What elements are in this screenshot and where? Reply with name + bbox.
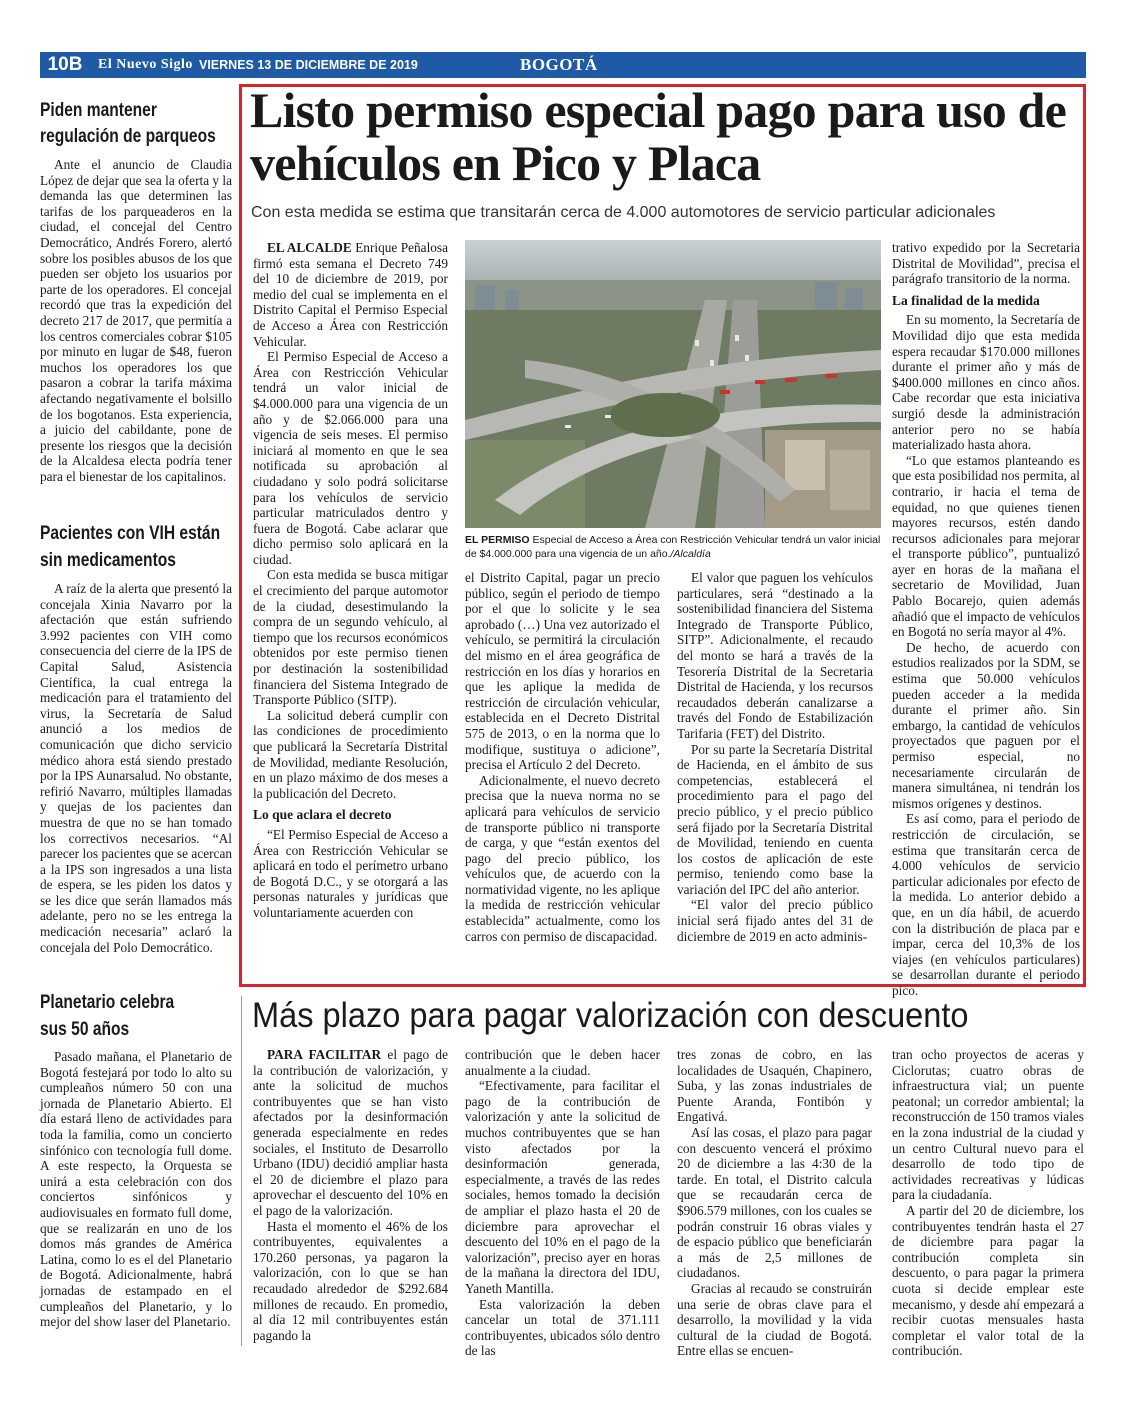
highway-photo-svg — [465, 240, 881, 528]
publication-date: VIERNES 13 DE DICIEMBRE DE 2019 — [199, 58, 418, 72]
main-lead: EL ALCALDE — [267, 240, 352, 255]
main-paragraph: Con esta medida se busca mitigar el crecimiento del parque automotor de la ciudad, desestimulando la compra de un segundo vehículo, al tiempo que los recursos económicos obtenidos por este permiso tienen por destinación la sostenibilidad financiera del Sistema Integrado de Transporte Público (SITP). — [253, 567, 448, 708]
main-col-3 — [677, 570, 873, 982]
second-paragraph: tran ocho proyectos de aceras y Ciclorutas; cuatro obras de infraestructura vial; un puente peatonal; un corredor ambiental; la reconstrucción de 150 tramos viales en la zona industrial de la ciudad y un centro Cultural nuevo para el desarrollo de todo tipo de actividades recreativas y lúdicas para la ciudadanía. — [892, 1047, 1084, 1203]
second-paragraph: tres zonas de cobro, en las localidades de Usaquén, Chapinero, Suba, y las zonas industriales de Puente Aranda, Fontibón y Engativá. — [677, 1047, 872, 1125]
main-col-4 — [892, 240, 1080, 998]
main-paragraph: De hecho, de acuerdo con estudios realizados por la SDM, se estima que 50.000 vehículos pueden acceder a la medida durante el primer año. Sin embargo, la cantidad de vehículos proyectados que paguen por el permiso especial, no necesariamente circularán de manera simultánea, ni tendrán los mismos orígenes y destinos. — [892, 639, 1080, 811]
brief-1-paragraph: Ante el anuncio de Claudia López de dejar que sea la oferta y la demanda las que determinen las tarifas de los parqueaderos en la ciudad, el concejal del Centro Democrático, Andrés Forero, alertó sobre los posibles abusos de los que pueden ser objeto los usuarios por parte de los operadores. El concejal recordó que tras la expedición del decreto 217 de 2017, que permitía a los centros comerciales cobrar $105 por minuto en lugar de $48, fueron muchos los operadores los que pasaron a cobrar la tarifa máxima afectando negativamente el bolsillo de los bogotanos. Esta experiencia, a juicio del cabildante, pone de presente los riesgos que la decisión de la Alcaldesa electa podría tener para el bienestar de los capitalinos. — [40, 157, 232, 484]
brief-1-title-line1: Piden mantener — [40, 100, 157, 121]
second-paragraph: Así las cosas, el plazo para pagar con descuento vencerá el próximo 20 de diciembre a las 4:30 de la tarde. En total, el Distrito calcula que se recaudarán cerca de $906.579 millones, con los cuales se podrán construir 16 obras viales y de espacio público que beneficiarán a más de 2,5 millones de ciudadanos. — [677, 1124, 872, 1281]
main-subhead-2: La finalidad de la medida — [892, 292, 1040, 308]
second-col-4 — [892, 1047, 1084, 1359]
caption-text: Especial de Acceso a Área con Restricción Vehicular tendrá un valor inicial de $4.000.000 para una vigencia de un año. — [465, 534, 881, 560]
highway-photo — [465, 240, 881, 528]
main-paragraph: El valor que paguen los vehículos particulares, será “destinado a la sostenibilidad financiera del Sistema Integrado de Transporte Público, SITP”. Adicionalmente, el recaudo del monto se hará a través de la Tesorería Distrital de la Secretaria Distrital de Hacienda, y los recursos recaudados deberán canalizarse a través del Fondo de Estabilización Tarifaria (FET) del Distrito. — [677, 570, 873, 741]
second-headline: Más plazo para pagar valorización con descuento — [252, 996, 969, 1035]
brief-2-title-line1: Pacientes con VIH están — [40, 523, 221, 544]
main-paragraph: Es así como, para el periodo de restricción de circulación, se estima que transitarán cerca de 4.000 vehículos de servicio particular adicionales por efecto de la medida. Lo anterior debido a que, en un día hábil, de acuerdo con la distribución de placa par e impar, cerca del 10,3% de los viajes (en vehículos particulares) se desarrollan durante el periodo pico. — [892, 811, 1080, 998]
column-rule — [241, 996, 242, 1346]
main-paragraph: “El valor del precio público inicial será fijado antes del 31 de diciembre de 2019 en acto adminis- — [677, 897, 873, 944]
publication-name: El Nuevo Siglo — [98, 57, 193, 72]
main-paragraph: La solicitud deberá cumplir con las condiciones de procedimiento que publicará la Secretaría Distrital de Movilidad, mediante Resolución, en un plazo máximo de dos meses a la publicación del Decreto. — [253, 707, 448, 801]
main-paragraph: el Distrito Capital, pagar un precio público, según el periodo de tiempo por el que lo solicite y le sea aprobado (…) Una vez autorizado el vehículo, se permitirá la circulación del mismo en el área geográfica de restricción en los días y horarios en que les aplique la medida de restricción de circulación vehicular, establecida en el Decreto Distrital 575 de 2013, o en la norma que lo modifique, sustituya o adicione”, precisa el Artículo 2 del Decreto. — [465, 570, 660, 773]
brief-3-title-line2: sus 50 años — [40, 1019, 130, 1040]
second-paragraph: “Efectivamente, para facilitar el pago de la contribución de valorización y ante la solicitud de muchos contribuyentes que se han visto afectados por la desinformación generada, especialmente, a través de las redes sociales, hemos tomado la decisión de ampliar el plazo hasta el 20 de diciembre para aprovechar el descuento del 10% en el pago de la valorización”, preciso ayer en horas de la mañana la directora del IDU, Yaneth Mantilla. — [465, 1078, 660, 1296]
main-col-2 — [465, 570, 660, 982]
second-paragraph: A partir del 20 de diciembre, los contribuyentes tendrán hasta el 27 de diciembre para pagar la contribución completa sin descuento, o para pagar la primera cuota si decide emplear este mecanismo, y desde ahí empezará a recibir cuotas mensuales hasta completar el valor total de la contribución. — [892, 1202, 1084, 1359]
main-paragraph: En su momento, la Secretaría de Movilidad dijo que esta medida espera recaudar $170.000 millones durante el primer año y más de $400.000 millones en cinco años. Cabe recordar que esta iniciativa surgió desde la administración anterior pero no se había materializado hasta ahora. — [892, 312, 1080, 453]
second-paragraph: Esta valorización la deben cancelar un total de 371.111 contribuyentes, ubicados sólo dentro de las — [465, 1296, 660, 1359]
main-col-1 — [253, 240, 448, 982]
brief-2-paragraph: A raíz de la alerta que presentó la concejala Xinia Navarro por la afectación que están sufriendo 3.992 pacientes con VIH como consecuencia del cierre de la IPS de Capital Salud, Asistencia Científica, la cual entrega la medicación para el tratamiento del virus, la Secretaría de Salud anunció a los medios de comunicación que dicho servicio médico ahora está siendo prestado por la IPS Aunarsalud. No obstante, refirió Navarro, múltiples llamadas y quejas de los pacientes dan muestra de que no se han tomado los correctivos necesarios. “Al parecer los pacientes que se acercan a la IPS son ingresados a una lista de espera, se les piden los datos y se les dice que serán llamados más adelante, pero no se les entrega la medicación necesaria” aclaró la concejala del Polo Democrático. — [40, 581, 232, 955]
second-col-3 — [677, 1047, 872, 1359]
main-subhead-1: Lo que aclara el decreto — [253, 807, 392, 823]
page-number: 10B — [47, 54, 83, 75]
caption-lead: EL PERMISO — [465, 534, 530, 546]
brief-1-body — [40, 157, 232, 509]
second-paragraph: Gracias al recaudo se construirán una serie de obras clave para el desarrollo, la movilidad y la vida cultural de la ciudad de Bogotá. Entre ellas se encuen- — [677, 1280, 872, 1359]
section-name: BOGOTÁ — [520, 55, 598, 74]
main-paragraph: “El Permiso Especial de Acceso a Área con Restricción Vehicular se aplicará en todo el perímetro urbano de Bogotá D.C., y se otorgará a las personas naturales y jurídicas que voluntariamente acuerden con — [253, 826, 448, 920]
photo-caption — [465, 533, 883, 561]
second-col-2 — [465, 1047, 660, 1359]
main-paragraph: Adicionalmente, el nuevo decreto precisa que la nueva norma no se aplicará para vehículos de servicio de transporte público ni transporte de carga, y que “están exentos del pago del precio público, los vehículos que, de acuerdo con la normatividad vigente, no les aplique la medida de restricción vehicular establecida” actualmente, como los carros con permiso de discapacidad. — [465, 772, 660, 944]
brief-3-body — [40, 1049, 232, 1349]
brief-1-title-line2: regulación de parqueos — [40, 126, 216, 147]
second-col-1 — [253, 1047, 448, 1349]
main-paragraph: Por su parte la Secretaría Distrital de Hacienda, en el ámbito de sus competencias, establecerá el procedimiento para el pago del precio público, y el precio público será fijado por la Secretaría Distrital de Movilidad, teniendo en cuenta los costos de aplicación de este permiso, teniendo como base la variación del IPC del año anterior. — [677, 741, 873, 897]
main-paragraph: Enrique Peñalosa firmó esta semana el Decreto 749 del 10 de diciembre de 2019, por medio del cual se implementa en el Distrito Capital el Permiso Especial de Acceso a Área con Restricción Vehicular. — [253, 240, 448, 349]
second-lead: PARA FACILITAR — [267, 1047, 382, 1062]
brief-3-paragraph: Pasado mañana, el Planetario de Bogotá festejará por todo lo alto su cumpleaños número 50 con una jornada de Planetario Abierto. El día estará lleno de actividades para toda la familia, como un concierto sinfónico con tecnología full dome. A este respecto, la Orquesta se unirá a esta celebración con dos conciertos sinfónicos y audiovisuales en formato full dome, que se realizarán en uno de los domos más grandes de América Latina, como lo es el del Planetario de Bogotá. Adicionalmente, habrá jornadas de estampado en el cumpleaños del Planetario, y lo mejor del show laser del Planetario. — [40, 1049, 232, 1330]
brief-3-title-line1: Planetario celebra — [40, 992, 175, 1013]
main-headline: Listo permiso especial pago para uso de vehículos en Pico y Placa — [250, 82, 1067, 191]
main-paragraph: “Lo que estamos planteando es que esta posibilidad nos permita, al contrario, ir hacia el tema de equidad, no que quienes tienen mayores recursos, estén dando recursos adicionales para mejorar el transporte público”, puntualizó ayer en horas de la mañana el secretario de Movilidad, Juan Pablo Bocarejo, quien además añadió que el impacto de vehículos en Bogotá no sería mayor al 4%. — [892, 452, 1080, 640]
second-paragraph: Hasta el momento el 46% de los contribuyentes, equivalentes a 170.260 personas, ya pagaron la valorización, con lo que se han recaudado alrededor de $292.684 millones de recaudo. En promedio, al día 12 mil contribuyentes están pagando la — [253, 1218, 448, 1343]
second-paragraph: el pago de la contribución de valorización, y ante la solicitud de muchos contribuyentes que se han visto afectados por la desinformación generada especialmente en redes sociales, el Instituto de Desarrollo Urbano (IDU) decidió ampliar hasta el 20 de diciembre el plazo para aprovechar el descuento del 10% en el pago de la valorización. — [253, 1047, 448, 1218]
caption-credit: /Alcaldía — [670, 548, 711, 560]
main-deck: Con esta medida se estima que transitarán cerca de 4.000 automotores de servicio particular adicionales — [251, 204, 996, 221]
main-paragraph: trativo expedido por la Secretaria Distrital de Movilidad”, precisa el parágrafo transitorio de la norma. — [892, 240, 1080, 287]
second-paragraph: contribución que le deben hacer anualmente a la ciudad. — [465, 1047, 660, 1078]
brief-2-title-line2: sin medicamentos — [40, 550, 176, 571]
main-paragraph: El Permiso Especial de Acceso a Área con Restricción Vehicular tendrá un valor inicial de $4.000.000 para una vigencia de un año y de $2.066.000 para una vigencia de seis meses. El permiso iniciará al momento en que le sea notificada su aprobación al ciudadano y solo podrá solicitarse para los vehículos de servicio particular matriculados dentro y fuera de Bogotá. Cabe aclarar que dicho permiso solo aplicará en la ciudad. — [253, 349, 448, 567]
brief-2-body — [40, 581, 232, 978]
